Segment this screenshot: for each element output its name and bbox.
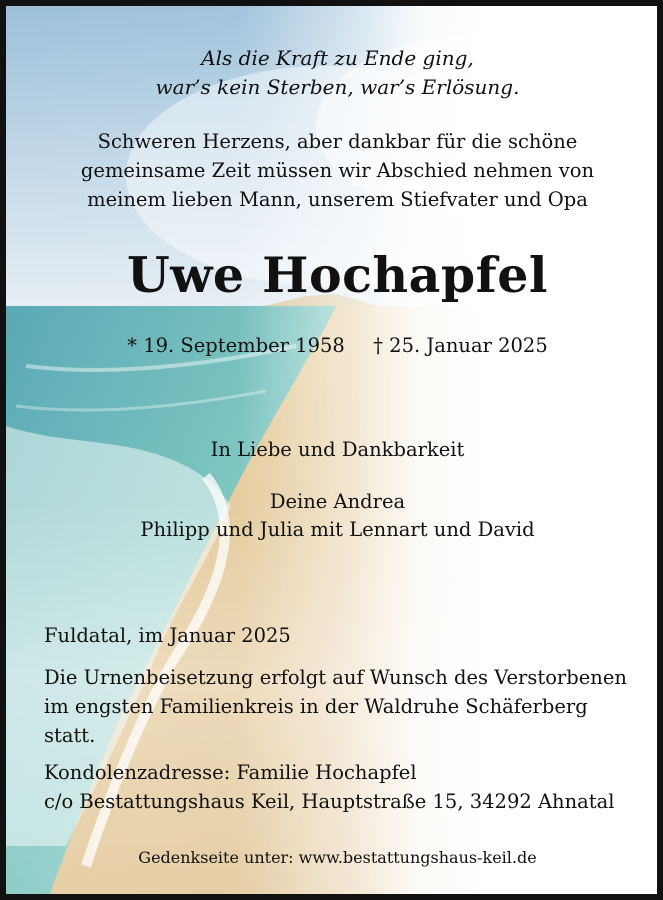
burial-notice-line-3: statt.: [44, 724, 96, 747]
birth-date: * 19. September 1958: [127, 334, 345, 357]
dedication: In Liebe und Dankbarkeit: [210, 438, 465, 461]
intro-line-2: gemeinsame Zeit müssen wir Abschied nehmen von: [80, 159, 595, 182]
motto-line-1: Als die Kraft zu Ende ging,: [201, 46, 474, 70]
signature-line-1: Deine Andrea: [269, 490, 406, 513]
memorial-link: Gedenkseite unter: www.bestattungshaus-keil.de: [138, 848, 537, 867]
condolence-line-1: Kondolenzadresse: Familie Hochapfel: [44, 761, 417, 784]
burial-notice-line-1: Die Urnenbeisetzung erfolgt auf Wunsch des Verstorbenen: [44, 666, 627, 689]
burial-notice-line-2: im engsten Familienkreis in der Waldruhe Schäferberg: [44, 695, 588, 718]
deceased-name: Uwe Hochapfel: [127, 246, 548, 304]
motto-line-2: war’s kein Sterben, war’s Erlösung.: [155, 75, 520, 99]
death-date: † 25. Januar 2025: [373, 334, 548, 357]
condolence-line-2: c/o Bestattungshaus Keil, Hauptstraße 15, 34292 Ahnatal: [44, 790, 615, 813]
place-date: Fuldatal, im Januar 2025: [44, 624, 291, 647]
intro-line-3: meinem lieben Mann, unserem Stiefvater und Opa: [87, 188, 588, 211]
signature-line-2: Philipp und Julia mit Lennart und David: [140, 518, 535, 541]
intro-line-1: Schweren Herzens, aber dankbar für die schöne: [97, 130, 578, 153]
life-dates: [6, 334, 663, 357]
